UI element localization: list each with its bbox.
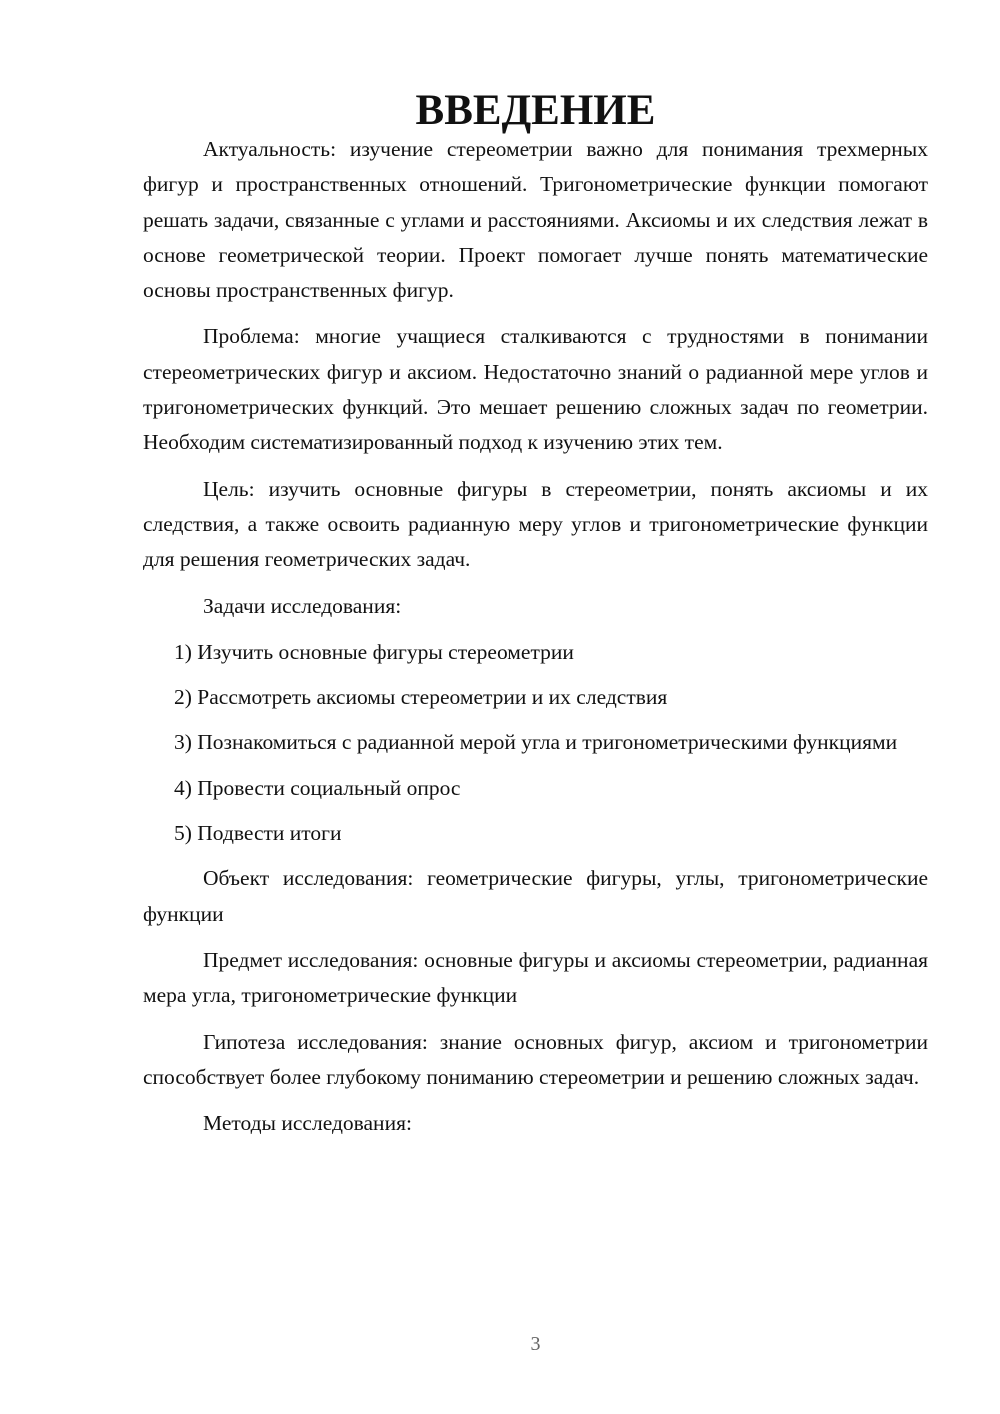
page-title: ВВЕДЕНИЕ xyxy=(415,87,656,134)
subject-paragraph: Предмет исследования: основные фигуры и аксиомы стереометрии, радианная мера угла, тригонометрические функции xyxy=(143,947,928,1008)
page-number: 3 xyxy=(530,1333,541,1355)
tasks-heading: Задачи исследования: xyxy=(203,593,402,618)
page-content xyxy=(143,87,928,1152)
problem-paragraph: Проблема: многие учащиеся сталкиваются с трудностями в понимании стереометрических фигур и аксиом. Недостаточно знаний о радианной мере углов и тригонометрических функций. Это мешает решению сложных задач по геометрии. Необходим систематизированный подход к изучению этих тем. xyxy=(143,324,928,455)
task-item-5: 5) Подвести итоги xyxy=(174,821,342,846)
task-item-3: 3) Познакомиться с радианной мерой угла и тригонометрическими функциями xyxy=(174,730,898,755)
object-paragraph: Объект исследования: геометрические фигуры, углы, тригонометрические функции xyxy=(143,866,928,926)
task-item-2: 2) Рассмотреть аксиомы стереометрии и их следствия xyxy=(174,685,668,710)
task-item-4: 4) Провести социальный опрос xyxy=(174,775,461,800)
goal-paragraph: Цель: изучить основные фигуры в стереометрии, понять аксиомы и их следствия, а также освоить радианную меру углов и тригонометрические функции для решения геометрических задач. xyxy=(143,476,928,572)
hypothesis-paragraph: Гипотеза исследования: знание основных фигур, аксиом и тригонометрии способствует более глубокому пониманию стереометрии и решению сложных задач. xyxy=(143,1029,928,1089)
relevance-paragraph: Актуальность: изучение стереометрии важно для понимания трехмерных фигур и пространственных отношений. Тригонометрические функции помогают решать задачи, связанные с углами и расстояниями. Аксиомы и их следствия лежат в основе геометрической теории. Проект помогает лучше понять математические основы пространственных фигур. xyxy=(143,137,928,303)
task-item-1: 1) Изучить основные фигуры стереометрии xyxy=(174,639,574,664)
methods-heading: Методы исследования: xyxy=(203,1111,412,1136)
